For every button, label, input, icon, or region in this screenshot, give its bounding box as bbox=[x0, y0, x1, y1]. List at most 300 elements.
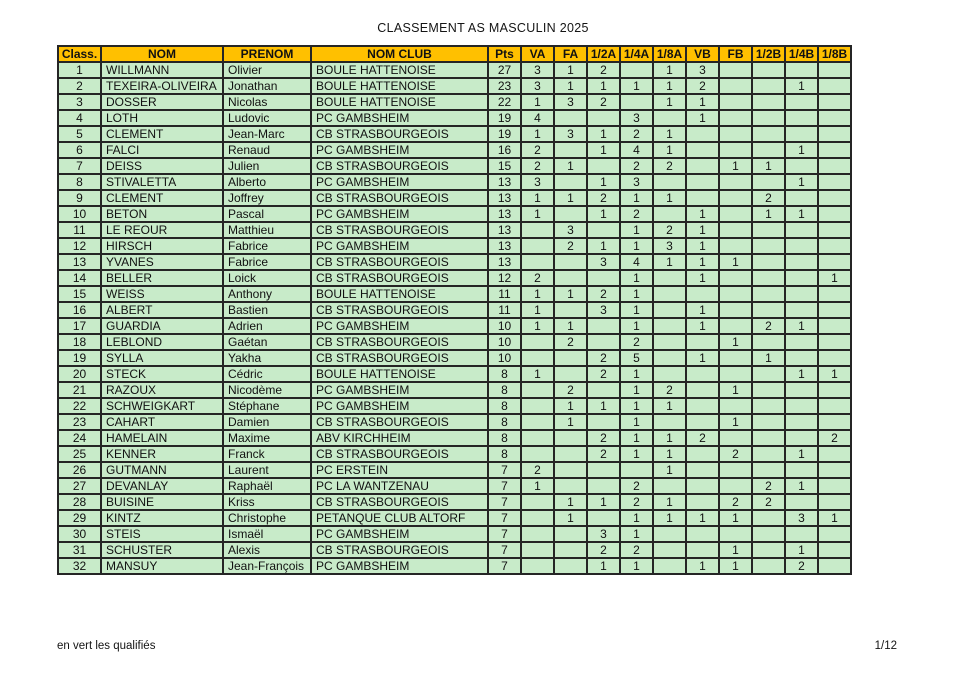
cell-prenom: Jean-Marc bbox=[223, 126, 311, 142]
cell-prenom: Raphaël bbox=[223, 478, 311, 494]
cell-nom: BETON bbox=[101, 206, 223, 222]
cell-class: 28 bbox=[58, 494, 101, 510]
table-row bbox=[58, 542, 851, 558]
cell-fb: 2 bbox=[719, 494, 752, 510]
cell-1-2a: 2 bbox=[587, 366, 620, 382]
cell-fa bbox=[554, 142, 587, 158]
cell-vb: 1 bbox=[686, 318, 719, 334]
cell-nom: HAMELAIN bbox=[101, 430, 223, 446]
table-row bbox=[58, 510, 851, 526]
table-row bbox=[58, 286, 851, 302]
cell-1-2a: 1 bbox=[587, 494, 620, 510]
cell-1-4a: 4 bbox=[620, 142, 653, 158]
cell-1-8a bbox=[653, 302, 686, 318]
cell-1-2a: 1 bbox=[587, 78, 620, 94]
cell-vb: 2 bbox=[686, 430, 719, 446]
cell-class: 22 bbox=[58, 398, 101, 414]
cell-prenom: Nicodème bbox=[223, 382, 311, 398]
cell-1-2b bbox=[752, 78, 785, 94]
cell-fb: 1 bbox=[719, 382, 752, 398]
cell-fb bbox=[719, 94, 752, 110]
cell-class: 23 bbox=[58, 414, 101, 430]
cell-va bbox=[521, 254, 554, 270]
cell-nom: STECK bbox=[101, 366, 223, 382]
cell-club: BOULE HATTENOISE bbox=[311, 366, 488, 382]
cell-pts: 7 bbox=[488, 494, 521, 510]
cell-nom: ALBERT bbox=[101, 302, 223, 318]
cell-1-8a: 1 bbox=[653, 446, 686, 462]
cell-1-2b bbox=[752, 462, 785, 478]
cell-va: 1 bbox=[521, 478, 554, 494]
cell-fa bbox=[554, 446, 587, 462]
cell-1-4a: 1 bbox=[620, 558, 653, 574]
cell-va bbox=[521, 446, 554, 462]
cell-vb: 1 bbox=[686, 350, 719, 366]
cell-1-4b: 1 bbox=[785, 206, 818, 222]
cell-fa: 1 bbox=[554, 318, 587, 334]
cell-1-8a: 2 bbox=[653, 158, 686, 174]
cell-fb bbox=[719, 62, 752, 78]
cell-fb: 2 bbox=[719, 446, 752, 462]
cell-1-8a bbox=[653, 526, 686, 542]
column-header-va: VA bbox=[521, 46, 554, 62]
cell-fb: 1 bbox=[719, 334, 752, 350]
cell-fa: 2 bbox=[554, 382, 587, 398]
cell-1-8a bbox=[653, 366, 686, 382]
cell-va bbox=[521, 382, 554, 398]
cell-1-4a: 1 bbox=[620, 446, 653, 462]
cell-1-4b bbox=[785, 350, 818, 366]
cell-1-8a: 3 bbox=[653, 238, 686, 254]
cell-1-8b: 2 bbox=[818, 430, 851, 446]
table-row bbox=[58, 254, 851, 270]
cell-1-2a: 1 bbox=[587, 174, 620, 190]
cell-class: 32 bbox=[58, 558, 101, 574]
table-header-row bbox=[58, 46, 851, 62]
cell-1-2a: 2 bbox=[587, 62, 620, 78]
table-row bbox=[58, 238, 851, 254]
cell-1-2b: 2 bbox=[752, 318, 785, 334]
cell-pts: 7 bbox=[488, 510, 521, 526]
cell-club: CB STRASBOURGEOIS bbox=[311, 158, 488, 174]
cell-vb bbox=[686, 174, 719, 190]
cell-1-8b bbox=[818, 318, 851, 334]
cell-1-4a: 4 bbox=[620, 254, 653, 270]
cell-1-2b bbox=[752, 558, 785, 574]
cell-1-2a bbox=[587, 462, 620, 478]
cell-club: PC LA WANTZENAU bbox=[311, 478, 488, 494]
column-header-1-8a: 1/8A bbox=[653, 46, 686, 62]
cell-prenom: Ludovic bbox=[223, 110, 311, 126]
cell-va: 3 bbox=[521, 174, 554, 190]
cell-fb bbox=[719, 174, 752, 190]
cell-va: 1 bbox=[521, 190, 554, 206]
cell-1-4b bbox=[785, 270, 818, 286]
cell-va bbox=[521, 542, 554, 558]
cell-1-2b bbox=[752, 270, 785, 286]
cell-pts: 7 bbox=[488, 478, 521, 494]
cell-nom: BELLER bbox=[101, 270, 223, 286]
legend-note: en vert les qualifiés bbox=[57, 640, 156, 652]
cell-pts: 8 bbox=[488, 430, 521, 446]
cell-pts: 12 bbox=[488, 270, 521, 286]
cell-class: 5 bbox=[58, 126, 101, 142]
cell-1-2a bbox=[587, 222, 620, 238]
cell-1-4a: 1 bbox=[620, 430, 653, 446]
cell-1-4a: 3 bbox=[620, 110, 653, 126]
cell-fb bbox=[719, 350, 752, 366]
cell-fb bbox=[719, 142, 752, 158]
cell-class: 19 bbox=[58, 350, 101, 366]
table-row bbox=[58, 350, 851, 366]
cell-1-8a bbox=[653, 558, 686, 574]
cell-prenom: Stéphane bbox=[223, 398, 311, 414]
cell-prenom: Alexis bbox=[223, 542, 311, 558]
table-row bbox=[58, 398, 851, 414]
cell-pts: 13 bbox=[488, 190, 521, 206]
cell-pts: 7 bbox=[488, 558, 521, 574]
cell-nom: BUISINE bbox=[101, 494, 223, 510]
cell-1-2b: 2 bbox=[752, 478, 785, 494]
cell-pts: 19 bbox=[488, 110, 521, 126]
cell-1-2a: 1 bbox=[587, 206, 620, 222]
cell-vb bbox=[686, 126, 719, 142]
cell-1-2a: 3 bbox=[587, 526, 620, 542]
cell-1-4b: 1 bbox=[785, 174, 818, 190]
cell-1-2a bbox=[587, 510, 620, 526]
cell-fb bbox=[719, 222, 752, 238]
cell-vb bbox=[686, 494, 719, 510]
cell-fb bbox=[719, 462, 752, 478]
cell-class: 13 bbox=[58, 254, 101, 270]
cell-nom: GUARDIA bbox=[101, 318, 223, 334]
cell-fb bbox=[719, 526, 752, 542]
cell-prenom: Julien bbox=[223, 158, 311, 174]
column-header-1-8b: 1/8B bbox=[818, 46, 851, 62]
cell-nom: GUTMANN bbox=[101, 462, 223, 478]
cell-1-4a: 2 bbox=[620, 478, 653, 494]
cell-1-2b bbox=[752, 110, 785, 126]
cell-prenom: Jonathan bbox=[223, 78, 311, 94]
column-header-1-2b: 1/2B bbox=[752, 46, 785, 62]
cell-vb: 1 bbox=[686, 254, 719, 270]
cell-class: 10 bbox=[58, 206, 101, 222]
cell-club: CB STRASBOURGEOIS bbox=[311, 254, 488, 270]
cell-class: 12 bbox=[58, 238, 101, 254]
column-header-1-2a: 1/2A bbox=[587, 46, 620, 62]
cell-club: PC GAMBSHEIM bbox=[311, 238, 488, 254]
cell-1-8b bbox=[818, 302, 851, 318]
cell-vb bbox=[686, 398, 719, 414]
cell-1-8a: 1 bbox=[653, 430, 686, 446]
cell-1-4a: 2 bbox=[620, 158, 653, 174]
cell-vb: 2 bbox=[686, 78, 719, 94]
cell-fb bbox=[719, 318, 752, 334]
cell-fa: 1 bbox=[554, 62, 587, 78]
cell-1-2b bbox=[752, 430, 785, 446]
cell-1-8b bbox=[818, 334, 851, 350]
cell-class: 14 bbox=[58, 270, 101, 286]
cell-fa: 2 bbox=[554, 334, 587, 350]
cell-fb bbox=[719, 126, 752, 142]
cell-fa bbox=[554, 254, 587, 270]
cell-class: 7 bbox=[58, 158, 101, 174]
table-row bbox=[58, 414, 851, 430]
cell-1-4a: 5 bbox=[620, 350, 653, 366]
cell-pts: 10 bbox=[488, 350, 521, 366]
cell-1-8a bbox=[653, 110, 686, 126]
cell-1-4b bbox=[785, 430, 818, 446]
cell-nom: DEVANLAY bbox=[101, 478, 223, 494]
cell-1-2b bbox=[752, 334, 785, 350]
cell-nom: DEISS bbox=[101, 158, 223, 174]
cell-nom: STIVALETTA bbox=[101, 174, 223, 190]
cell-vb bbox=[686, 286, 719, 302]
cell-vb: 1 bbox=[686, 238, 719, 254]
cell-1-8b bbox=[818, 382, 851, 398]
cell-class: 6 bbox=[58, 142, 101, 158]
cell-pts: 13 bbox=[488, 238, 521, 254]
cell-1-8b bbox=[818, 446, 851, 462]
cell-1-4b bbox=[785, 382, 818, 398]
cell-vb: 1 bbox=[686, 302, 719, 318]
cell-1-2b bbox=[752, 398, 785, 414]
cell-vb bbox=[686, 334, 719, 350]
table-row bbox=[58, 302, 851, 318]
table-row bbox=[58, 526, 851, 542]
cell-1-8b bbox=[818, 286, 851, 302]
table-row bbox=[58, 494, 851, 510]
cell-va bbox=[521, 238, 554, 254]
cell-club: PC GAMBSHEIM bbox=[311, 206, 488, 222]
cell-1-2b bbox=[752, 238, 785, 254]
cell-1-8b bbox=[818, 94, 851, 110]
ranking-table-body bbox=[58, 62, 851, 574]
cell-1-2b bbox=[752, 126, 785, 142]
cell-nom: CAHART bbox=[101, 414, 223, 430]
cell-fa: 1 bbox=[554, 78, 587, 94]
cell-club: PC GAMBSHEIM bbox=[311, 398, 488, 414]
cell-pts: 8 bbox=[488, 382, 521, 398]
cell-fa bbox=[554, 206, 587, 222]
cell-1-8a: 1 bbox=[653, 78, 686, 94]
cell-class: 8 bbox=[58, 174, 101, 190]
cell-prenom: Laurent bbox=[223, 462, 311, 478]
table-row bbox=[58, 446, 851, 462]
cell-nom: FALCI bbox=[101, 142, 223, 158]
cell-1-4a: 2 bbox=[620, 542, 653, 558]
cell-1-8b bbox=[818, 110, 851, 126]
cell-nom: SYLLA bbox=[101, 350, 223, 366]
cell-1-8a bbox=[653, 270, 686, 286]
cell-vb: 1 bbox=[686, 206, 719, 222]
cell-vb: 1 bbox=[686, 94, 719, 110]
cell-1-4a: 3 bbox=[620, 174, 653, 190]
cell-va: 2 bbox=[521, 142, 554, 158]
cell-1-8a: 1 bbox=[653, 494, 686, 510]
table-row bbox=[58, 190, 851, 206]
cell-club: ABV KIRCHHEIM bbox=[311, 430, 488, 446]
cell-1-8b bbox=[818, 238, 851, 254]
cell-1-8b bbox=[818, 126, 851, 142]
cell-1-2a: 1 bbox=[587, 142, 620, 158]
cell-prenom: Adrien bbox=[223, 318, 311, 334]
cell-club: CB STRASBOURGEOIS bbox=[311, 414, 488, 430]
cell-vb bbox=[686, 462, 719, 478]
cell-1-2a: 2 bbox=[587, 94, 620, 110]
cell-1-4b bbox=[785, 302, 818, 318]
cell-1-4a: 1 bbox=[620, 238, 653, 254]
cell-prenom: Anthony bbox=[223, 286, 311, 302]
cell-pts: 10 bbox=[488, 318, 521, 334]
cell-1-4b bbox=[785, 286, 818, 302]
cell-vb bbox=[686, 446, 719, 462]
cell-1-2b: 1 bbox=[752, 206, 785, 222]
cell-club: CB STRASBOURGEOIS bbox=[311, 190, 488, 206]
cell-class: 17 bbox=[58, 318, 101, 334]
cell-prenom: Pascal bbox=[223, 206, 311, 222]
cell-club: CB STRASBOURGEOIS bbox=[311, 494, 488, 510]
cell-club: CB STRASBOURGEOIS bbox=[311, 270, 488, 286]
cell-1-4a: 1 bbox=[620, 302, 653, 318]
cell-1-4b bbox=[785, 254, 818, 270]
cell-club: CB STRASBOURGEOIS bbox=[311, 302, 488, 318]
cell-1-8a bbox=[653, 206, 686, 222]
cell-1-4a: 1 bbox=[620, 414, 653, 430]
cell-vb bbox=[686, 366, 719, 382]
table-row bbox=[58, 110, 851, 126]
cell-1-8a: 1 bbox=[653, 254, 686, 270]
cell-1-4b bbox=[785, 238, 818, 254]
cell-fa bbox=[554, 366, 587, 382]
cell-1-8b bbox=[818, 398, 851, 414]
cell-fa: 3 bbox=[554, 94, 587, 110]
cell-club: PC GAMBSHEIM bbox=[311, 110, 488, 126]
cell-1-4b bbox=[785, 126, 818, 142]
cell-vb: 1 bbox=[686, 270, 719, 286]
cell-1-4b bbox=[785, 494, 818, 510]
cell-1-2b bbox=[752, 510, 785, 526]
cell-class: 4 bbox=[58, 110, 101, 126]
page-number: 1/12 bbox=[874, 640, 897, 652]
cell-nom: STEIS bbox=[101, 526, 223, 542]
cell-prenom: Franck bbox=[223, 446, 311, 462]
cell-va bbox=[521, 510, 554, 526]
cell-class: 31 bbox=[58, 542, 101, 558]
cell-nom: SCHUSTER bbox=[101, 542, 223, 558]
cell-fb bbox=[719, 78, 752, 94]
cell-pts: 8 bbox=[488, 398, 521, 414]
cell-class: 30 bbox=[58, 526, 101, 542]
cell-class: 3 bbox=[58, 94, 101, 110]
cell-prenom: Renaud bbox=[223, 142, 311, 158]
cell-club: PETANQUE CLUB ALTORF bbox=[311, 510, 488, 526]
cell-fa: 2 bbox=[554, 238, 587, 254]
cell-1-4b bbox=[785, 222, 818, 238]
cell-1-4b: 1 bbox=[785, 446, 818, 462]
cell-prenom: Fabrice bbox=[223, 254, 311, 270]
cell-fa bbox=[554, 302, 587, 318]
cell-vb bbox=[686, 478, 719, 494]
cell-va bbox=[521, 558, 554, 574]
cell-fb bbox=[719, 366, 752, 382]
cell-1-8a: 1 bbox=[653, 62, 686, 78]
cell-1-2a bbox=[587, 110, 620, 126]
cell-club: PC GAMBSHEIM bbox=[311, 318, 488, 334]
column-header-fb: FB bbox=[719, 46, 752, 62]
cell-fb bbox=[719, 398, 752, 414]
cell-1-8b bbox=[818, 62, 851, 78]
cell-fb: 1 bbox=[719, 510, 752, 526]
cell-fa: 1 bbox=[554, 286, 587, 302]
cell-club: PC GAMBSHEIM bbox=[311, 382, 488, 398]
cell-1-4a bbox=[620, 62, 653, 78]
cell-1-8a: 2 bbox=[653, 222, 686, 238]
cell-fa: 1 bbox=[554, 398, 587, 414]
cell-1-4a: 1 bbox=[620, 510, 653, 526]
cell-fb: 1 bbox=[719, 542, 752, 558]
cell-1-2b bbox=[752, 542, 785, 558]
cell-1-4b bbox=[785, 462, 818, 478]
cell-1-4b: 1 bbox=[785, 366, 818, 382]
cell-va bbox=[521, 222, 554, 238]
cell-1-4b: 1 bbox=[785, 542, 818, 558]
cell-1-2a: 1 bbox=[587, 558, 620, 574]
table-row bbox=[58, 318, 851, 334]
cell-1-4b bbox=[785, 62, 818, 78]
table-row bbox=[58, 270, 851, 286]
cell-fa bbox=[554, 462, 587, 478]
cell-pts: 11 bbox=[488, 286, 521, 302]
cell-nom: LEBLOND bbox=[101, 334, 223, 350]
cell-1-4a bbox=[620, 94, 653, 110]
cell-pts: 15 bbox=[488, 158, 521, 174]
cell-va bbox=[521, 350, 554, 366]
cell-1-4b: 1 bbox=[785, 318, 818, 334]
cell-nom: HIRSCH bbox=[101, 238, 223, 254]
cell-va bbox=[521, 494, 554, 510]
cell-1-8b bbox=[818, 222, 851, 238]
cell-club: CB STRASBOURGEOIS bbox=[311, 126, 488, 142]
cell-1-2a: 1 bbox=[587, 126, 620, 142]
cell-1-2a bbox=[587, 478, 620, 494]
cell-prenom: Loick bbox=[223, 270, 311, 286]
cell-1-8a: 1 bbox=[653, 126, 686, 142]
cell-pts: 8 bbox=[488, 414, 521, 430]
cell-fb bbox=[719, 430, 752, 446]
cell-fb bbox=[719, 206, 752, 222]
cell-va bbox=[521, 414, 554, 430]
cell-1-4a: 1 bbox=[620, 366, 653, 382]
cell-1-4a: 1 bbox=[620, 222, 653, 238]
cell-1-2a: 1 bbox=[587, 398, 620, 414]
cell-1-2a: 2 bbox=[587, 350, 620, 366]
cell-pts: 13 bbox=[488, 254, 521, 270]
cell-1-4b: 2 bbox=[785, 558, 818, 574]
cell-1-8b bbox=[818, 542, 851, 558]
cell-prenom: Bastien bbox=[223, 302, 311, 318]
cell-1-2a: 2 bbox=[587, 286, 620, 302]
cell-prenom: Cédric bbox=[223, 366, 311, 382]
cell-fb bbox=[719, 190, 752, 206]
cell-1-2b bbox=[752, 366, 785, 382]
page-title: CLASSEMENT AS MASCULIN 2025 bbox=[377, 21, 589, 35]
cell-1-8b bbox=[818, 462, 851, 478]
cell-vb bbox=[686, 542, 719, 558]
table-row bbox=[58, 222, 851, 238]
cell-1-4b: 3 bbox=[785, 510, 818, 526]
cell-va: 2 bbox=[521, 462, 554, 478]
